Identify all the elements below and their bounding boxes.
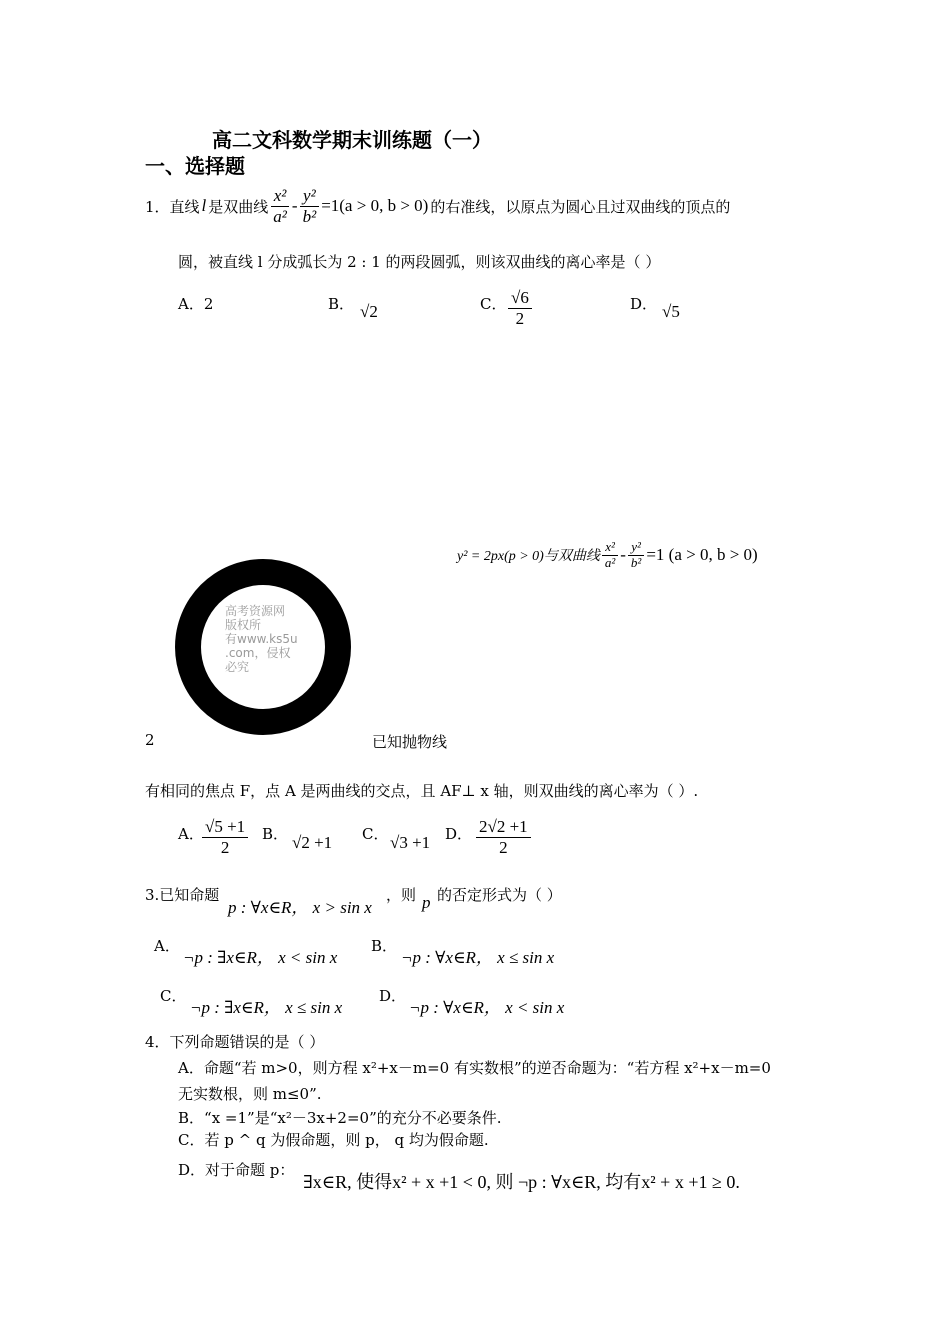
q2-option-c-label: C． (362, 825, 389, 843)
q2-option-d-label: D． (445, 825, 473, 843)
q1-frac-y-den: b² (302, 206, 317, 226)
q4-option-d-value: ∃x∈R, 使得x² + x +1 < 0, 则 ¬p : ∀x∈R, 均有x² + x +1 ≥ 0. (303, 1172, 740, 1192)
q2-frac-y (628, 540, 644, 571)
q2-option-b-label: B． (262, 825, 289, 843)
q2-eq-tail: =1 (a > 0, b > 0) (646, 545, 758, 565)
q3-option-a-value: ¬p : ∃x∈R， x < sin x (183, 948, 338, 967)
q1-option-c-value (508, 288, 532, 328)
q2-eq-head: y² = 2px(p > 0)与双曲线 (457, 549, 600, 565)
q3-stem-a: 3.已知命题 (145, 886, 220, 904)
q3-option-d-label: D． (379, 987, 407, 1005)
q1-minus: - (291, 196, 298, 216)
q1-frac-y-num: y² (300, 186, 319, 207)
q1-line2: 圆，被直线 l 分成弧长为 2 : 1 的两段圆弧，则该双曲线的离心率是（ ） (178, 253, 661, 271)
q2-option-a-label: A． (178, 825, 204, 843)
q1-option-c-label: C． (480, 295, 507, 313)
q1-option-d-value: √5 (662, 302, 680, 321)
q2-frac-y-den: b² (630, 554, 642, 570)
q4-option-d-label: D．对于命题 p： (178, 1161, 295, 1179)
q3-option-b-label: B． (371, 937, 398, 955)
q4-stem: 4．下列命题错误的是（ ） (145, 1033, 325, 1051)
q2-equation (457, 540, 758, 571)
q2-minus: - (620, 545, 626, 565)
q3-stem-b: ，则 (386, 886, 417, 904)
q2-option-b-value: √2 +1 (292, 833, 333, 852)
watermark-text: 高考资源网 版权所 有www.ks5u .com，侵权 必究 (225, 604, 298, 674)
q1-var-l: l (201, 196, 207, 216)
q1-frac-x-den: a² (273, 206, 287, 226)
q1-stem (145, 186, 730, 226)
q3-option-c-label: C． (160, 987, 187, 1005)
q3-option-b-value: ¬p : ∀x∈R， x ≤ sin x (401, 948, 555, 967)
q1-option-c-den: 2 (515, 308, 525, 328)
q1-option-c-num: √6 (508, 288, 532, 309)
q2-frac-x (602, 540, 618, 571)
q1-stem-c: 的右准线，以原点为圆心且过双曲线的顶点的 (430, 197, 731, 216)
q3-option-d-value: ¬p : ∀x∈R， x < sin x (409, 998, 565, 1017)
q2-option-a-num: √5 +1 (202, 817, 248, 838)
q4-option-a-line2: 无实数根，则 m≤0”. (178, 1085, 322, 1103)
q1-eq-tail: =1(a > 0, b > 0) (321, 196, 429, 216)
q2-option-a-den: 2 (220, 837, 230, 857)
q1-option-d-label: D． (630, 295, 658, 313)
q2-frac-x-num: x² (602, 540, 618, 556)
q1-option-b-value: √2 (360, 302, 378, 321)
q2-option-d-den: 2 (499, 837, 508, 857)
q2-stem-a: 已知抛物线 (372, 733, 448, 751)
q2-frac-x-den: a² (604, 554, 616, 570)
q1-stem-a: 1．直线 (145, 197, 200, 216)
q2-option-d-value (476, 817, 531, 857)
q3-stem-c: 的否定形式为（ ） (437, 886, 562, 904)
q3-proposition: p : ∀x∈R， x > sin x (228, 898, 372, 917)
q3-option-c-value: ¬p : ∃x∈R， x ≤ sin x (190, 998, 343, 1017)
q1-frac-x-num: x² (271, 186, 290, 207)
q4-option-b: B．“x =1”是“x²－3x+2=0”的充分不必要条件. (178, 1109, 502, 1127)
q2-frac-y-num: y² (628, 540, 644, 556)
q2-option-a-value (202, 817, 248, 857)
q2-option-c-value: √3 +1 (390, 833, 431, 852)
q1-option-a: A．2 (178, 295, 214, 313)
page-title: 高二文科数学期末训练题（一） (212, 128, 492, 152)
q4-option-c: C．若 p ^ q 为假命题，则 p， q 均为假命题. (178, 1131, 489, 1149)
q2-stem-b: 有相同的焦点 F，点 A 是两曲线的交点，且 AF⊥ x 轴，则双曲线的离心率为（ ）. (145, 782, 699, 800)
q4-option-a-line1: A．命题“若 m>0，则方程 x²+x－m=0 有实数根”的逆否命题为：“若方程 x²+x－m=0 (178, 1059, 771, 1077)
q2-option-d-num: 2√2 +1 (476, 817, 531, 838)
q1-frac-x (270, 186, 290, 226)
q3-option-a-label: A． (154, 937, 180, 955)
watermark-ring-image (175, 559, 351, 735)
q1-frac-y (300, 186, 320, 226)
q1-stem-b: 是双曲线 (208, 197, 269, 216)
q3-var-p: p (422, 893, 431, 912)
q2-number: 2 (145, 731, 155, 749)
section-heading: 一、选择题 (145, 154, 245, 178)
q1-option-b-label: B． (328, 295, 355, 313)
